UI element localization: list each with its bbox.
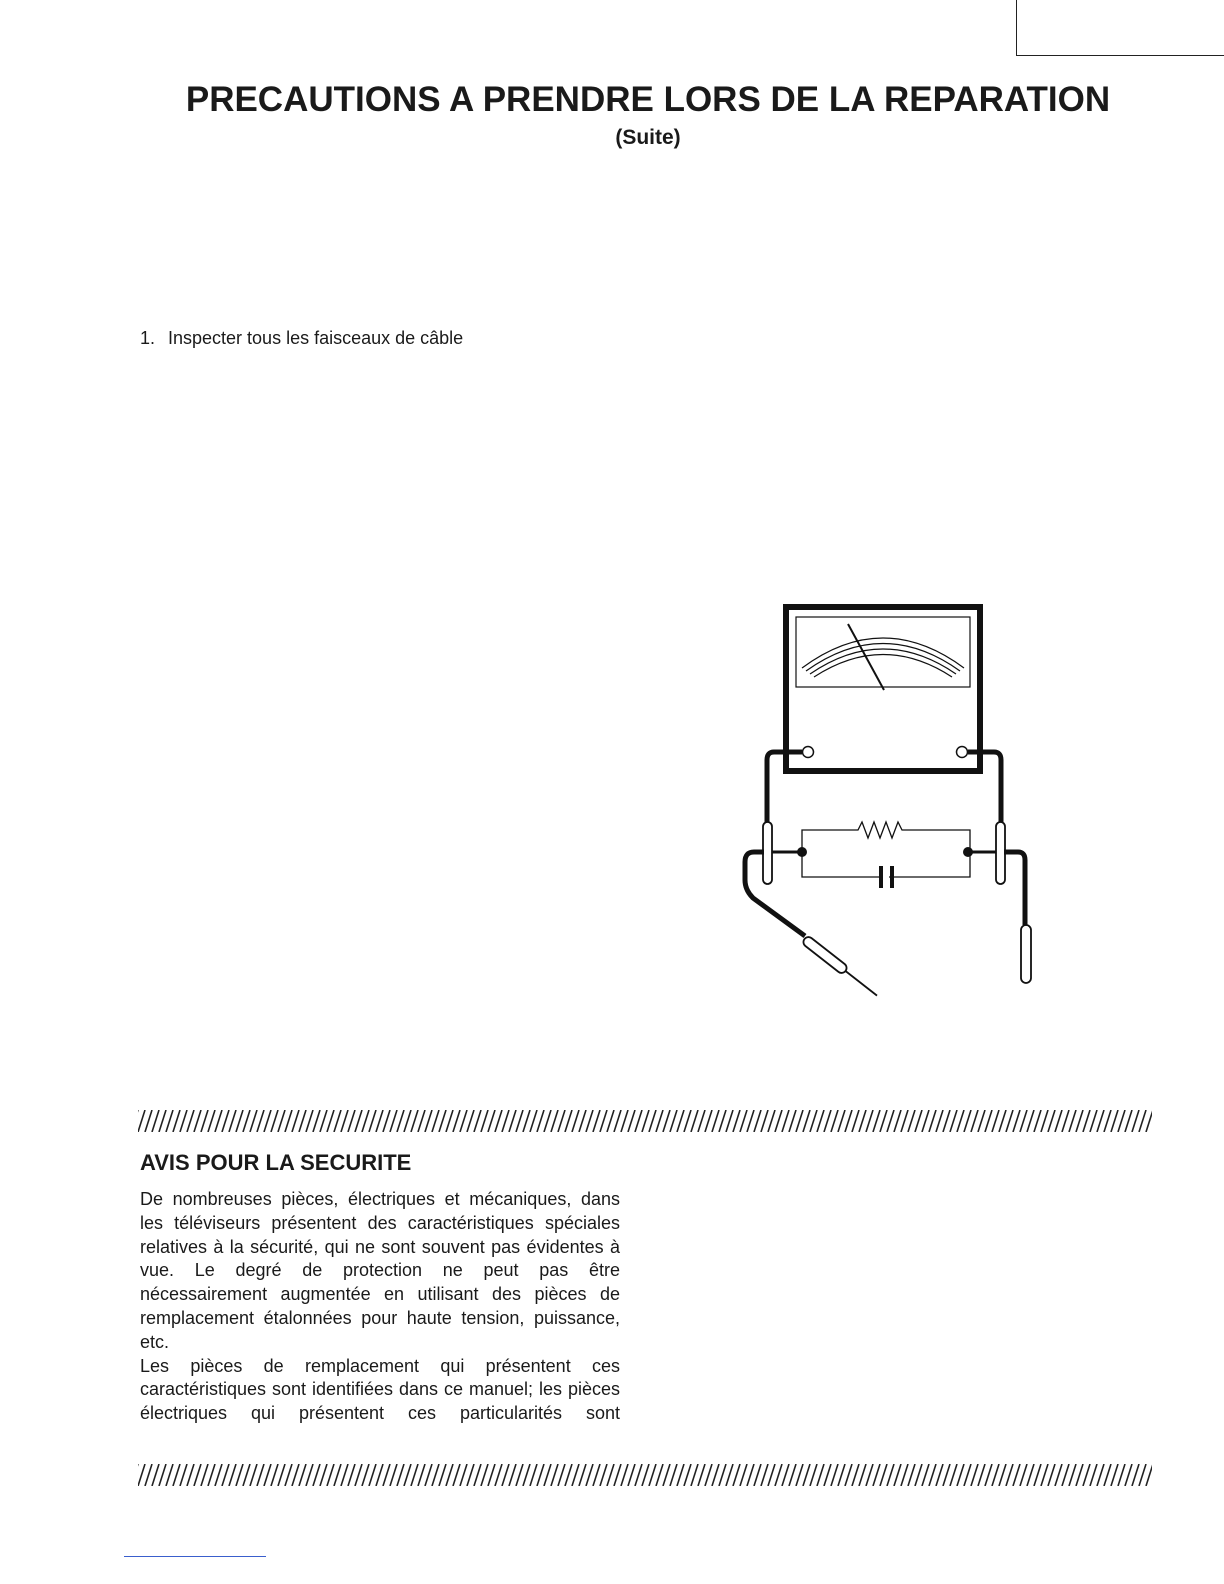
footer-link-underline — [124, 1556, 266, 1557]
page-subtitle: (Suite) — [615, 126, 681, 149]
safety-notice-paragraph: De nombreuses pièces, électriques et mécaniques, dans les téléviseurs présentent des caractéristiques spéciales relatives à la sécurité, qui ne sont souvent pas évidentes à vue. Le degré de protection ne peut pas être nécessairement augmentée en utilisant des pièces de remplacement étalonnées pour haute tension, puissance, etc. — [140, 1189, 620, 1352]
right-clip-probe — [996, 822, 1005, 884]
list-item-number: 1. — [140, 328, 156, 348]
corner-tab-box — [1016, 0, 1224, 56]
capacitor-wire — [802, 852, 970, 877]
analog-meter-with-test-probes-illustration — [740, 600, 1040, 1000]
left-probe-cable — [745, 852, 805, 936]
safety-notice-paragraph: Les pièces de remplacement qui présentent ces caractéristiques sont identifiées dans ce manuel; les pièces électriques qui présentent ces particularités sont — [140, 1355, 620, 1424]
list-item — [140, 328, 463, 349]
page-title: PRECAUTIONS A PRENDRE LORS DE LA REPARATION — [185, 80, 1111, 119]
left-probe-tip — [801, 935, 880, 1000]
resistor-symbol — [802, 822, 970, 852]
safety-notice-title: AVIS POUR LA SECURITE — [140, 1150, 412, 1175]
terminal-left — [803, 747, 814, 758]
right-probe-cable — [1004, 852, 1025, 925]
hatch-separator-bottom — [138, 1464, 1152, 1486]
right-probe-tip — [1021, 925, 1031, 983]
hatch-separator-top — [138, 1110, 1152, 1132]
meter-display — [796, 617, 970, 687]
right-node — [963, 847, 973, 857]
terminal-right — [957, 747, 968, 758]
safety-notice-body — [140, 1188, 620, 1426]
list-item-text: Inspecter tous les faisceaux de câble — [168, 328, 464, 348]
left-clip-probe — [763, 822, 772, 884]
